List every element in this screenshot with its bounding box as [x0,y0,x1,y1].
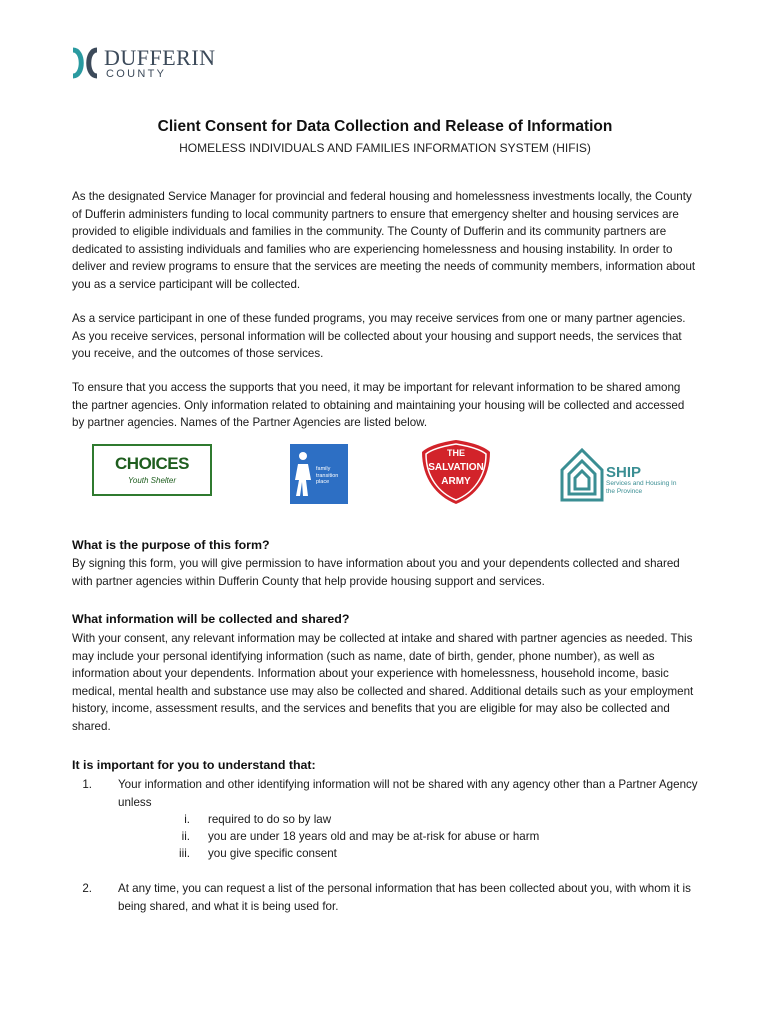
list-item [72,880,698,916]
sub-list-item-number: i. [184,813,190,826]
page-title: Client Consent for Data Collection and Release of Information [157,118,613,135]
salvation-army-line2: SALVATION [428,462,484,473]
list-item-number: 1. [82,778,92,791]
intro-paragraph-1: As the designated Service Manager for provincial and federal housing and homelessness investments locally, the County of Dufferin administers funding to local community partners to ensure that emergency shelter and housing services are provided to eligible individuals and families in the community. The County of Dufferin and its community partners are dedicated to assisting individuals and families who are experiencing homelessness and housing instability. In order to deliver and review programs to ensure that the services are meeting the needs of community members, information about you as a service participant will be collected. [72,190,696,291]
salvation-army-line1: THE [447,448,465,458]
choices-youth-shelter-logo [92,444,212,496]
collected-body: With your consent, any relevant information may be collected at intake and shared with partner agencies as needed. This may include your personal identifying information (such as name, date of birth, gender, phone number), as well as information about your dependents. Information about your experience with homelessness, household income, basic medical, mental health and substance use may also be collected and shared. Additional details such as your employment history, income, assessment results, and the services and benefits that you are eligible for may also be collected and shared. [72,632,694,733]
logo-subword: COUNTY [106,68,167,80]
salvation-army-line3: ARMY [441,476,471,487]
page-subtitle: HOMELESS INDIVIDUALS AND FAMILIES INFORMATION SYSTEM (HIFIS) [179,141,591,155]
ship-logo-name: SHIP [606,464,642,481]
dufferin-logo-mark-icon [70,46,100,80]
choices-logo-sub: Youth Shelter [127,476,177,485]
family-transition-place-logo [290,444,348,504]
sub-list-item [140,828,620,846]
list-item-text: At any time, you can request a list of the personal information that has been collected about you, with whom it is being shared, and what it is being used for. [118,882,691,913]
purpose-body: By signing this form, you will give permission to have information about you and your dependents collected and shared with partner agencies within Dufferin County that help provide housing support and services. [72,557,680,588]
list-item-number: 2. [82,882,92,895]
sub-list-item-number: iii. [179,847,190,860]
sub-list-item-text: required to do so by law [208,813,332,826]
intro-paragraph-2: As a service participant in one of these funded programs, you may receive services from one or many partner agencies. As you receive services, personal information will be collected about your housing and support needs, the services that you receive, and the outcomes of those services. [72,312,686,361]
list-item-text: Your information and other identifying information will not be shared with any agency other than a Partner Agency unless [118,778,698,809]
intro-paragraph-3: To ensure that you access the supports that you need, it may be important for relevant information to be shared among the partner agencies. Only information related to obtaining and maintaining your housing will be collected and accessed by partner agencies. Names of the Partner Agencies are listed below. [72,381,685,430]
sub-list-item-number: ii. [181,830,190,843]
family-figure-icon [292,446,318,502]
dufferin-county-logo [70,44,230,84]
list-item [72,776,698,812]
ship-logo [560,444,678,504]
sub-list-item [140,845,620,863]
ship-house-icon [560,446,604,502]
ftp-logo-text: family transition place [316,466,339,485]
choices-logo-name: CHOICES [115,454,189,473]
salvation-army-logo [418,438,494,506]
purpose-heading: What is the purpose of this form? [72,538,270,552]
sub-list-item [140,811,620,829]
sub-list-item-text: you are under 18 years old and may be at-risk for abuse or harm [208,830,540,843]
logo-wordmark: DUFFERIN [104,45,216,70]
ship-logo-sub: Services and Housing In the Province [606,480,677,495]
collected-heading: What information will be collected and shared? [72,612,350,626]
sub-list-item-text: you give specific consent [208,847,337,860]
important-heading: It is important for you to understand that: [72,758,316,772]
